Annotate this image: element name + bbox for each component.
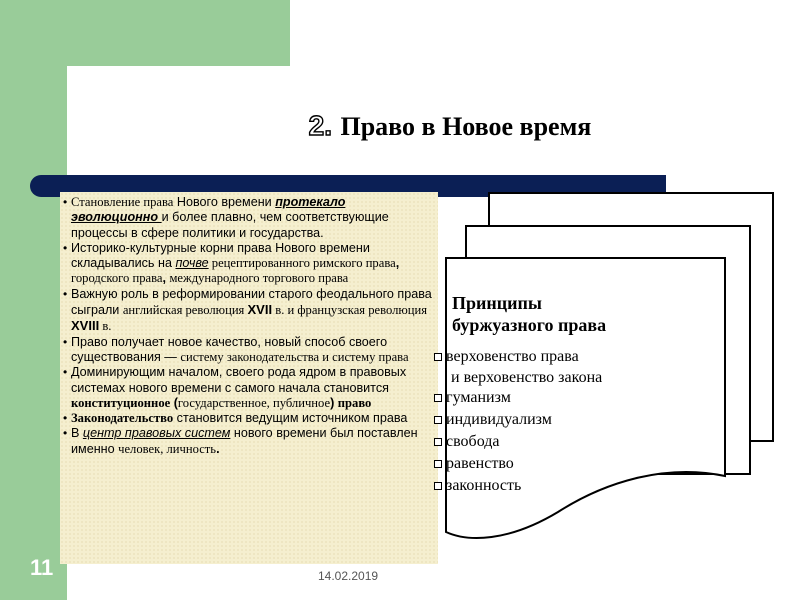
title-number: 2. bbox=[308, 110, 332, 141]
slide-number: 11 bbox=[30, 555, 54, 580]
checkbox-bullet-icon bbox=[434, 394, 442, 402]
slide-date: 14.02.2019 bbox=[318, 569, 379, 583]
list-item: • Доминирующим началом, своего рода ядром в правовых системах нового времени с самого начала становится конституционное (государственное, публичное) право bbox=[63, 365, 434, 411]
principles-block bbox=[432, 292, 732, 497]
checkbox-bullet-icon bbox=[434, 353, 442, 361]
principles-heading: Принципы буржуазного права bbox=[452, 293, 607, 335]
principle-item: верховенство права и верховенство закона bbox=[432, 346, 732, 387]
principle-item: индивидуализм bbox=[432, 409, 732, 431]
history-list bbox=[63, 195, 434, 457]
checkbox-bullet-icon bbox=[434, 460, 442, 468]
list-item: • В центр правовых систем нового времени был поставлен именно человек, личность. bbox=[63, 426, 434, 457]
list-item: • Право получает новое качество, новый способ своего существования — систему законодательства и систему права bbox=[63, 335, 434, 366]
rounded-corner bbox=[67, 66, 127, 126]
principle-item: законность bbox=[432, 475, 732, 497]
title-text: Право в Новое время bbox=[340, 112, 592, 141]
principles-list bbox=[432, 346, 732, 497]
principle-item: свобода bbox=[432, 431, 732, 453]
checkbox-bullet-icon bbox=[434, 416, 442, 424]
history-text-panel bbox=[60, 192, 438, 564]
principle-item: равенство bbox=[432, 453, 732, 475]
top-green-block bbox=[0, 0, 290, 66]
list-item: • Историко-культурные корни права Нового времени складывались на почве рецептированного римского права, городского права, международного торгового права bbox=[63, 241, 434, 287]
checkbox-bullet-icon bbox=[434, 482, 442, 490]
principle-item: гуманизм bbox=[432, 387, 732, 409]
list-item: • Законодательство становится ведущим источником права bbox=[63, 411, 434, 426]
list-item: • Становление права Нового времени протекало эволюционно и более плавно, чем соответствующие процессы в сфере политики и государства. bbox=[63, 195, 434, 241]
slide-title bbox=[150, 110, 750, 142]
checkbox-bullet-icon bbox=[434, 438, 442, 446]
left-green-bar bbox=[0, 0, 67, 600]
list-item: • Важную роль в реформировании старого феодального права сыграли английская революция XVII в. и французская революция XVIII в. bbox=[63, 287, 434, 335]
